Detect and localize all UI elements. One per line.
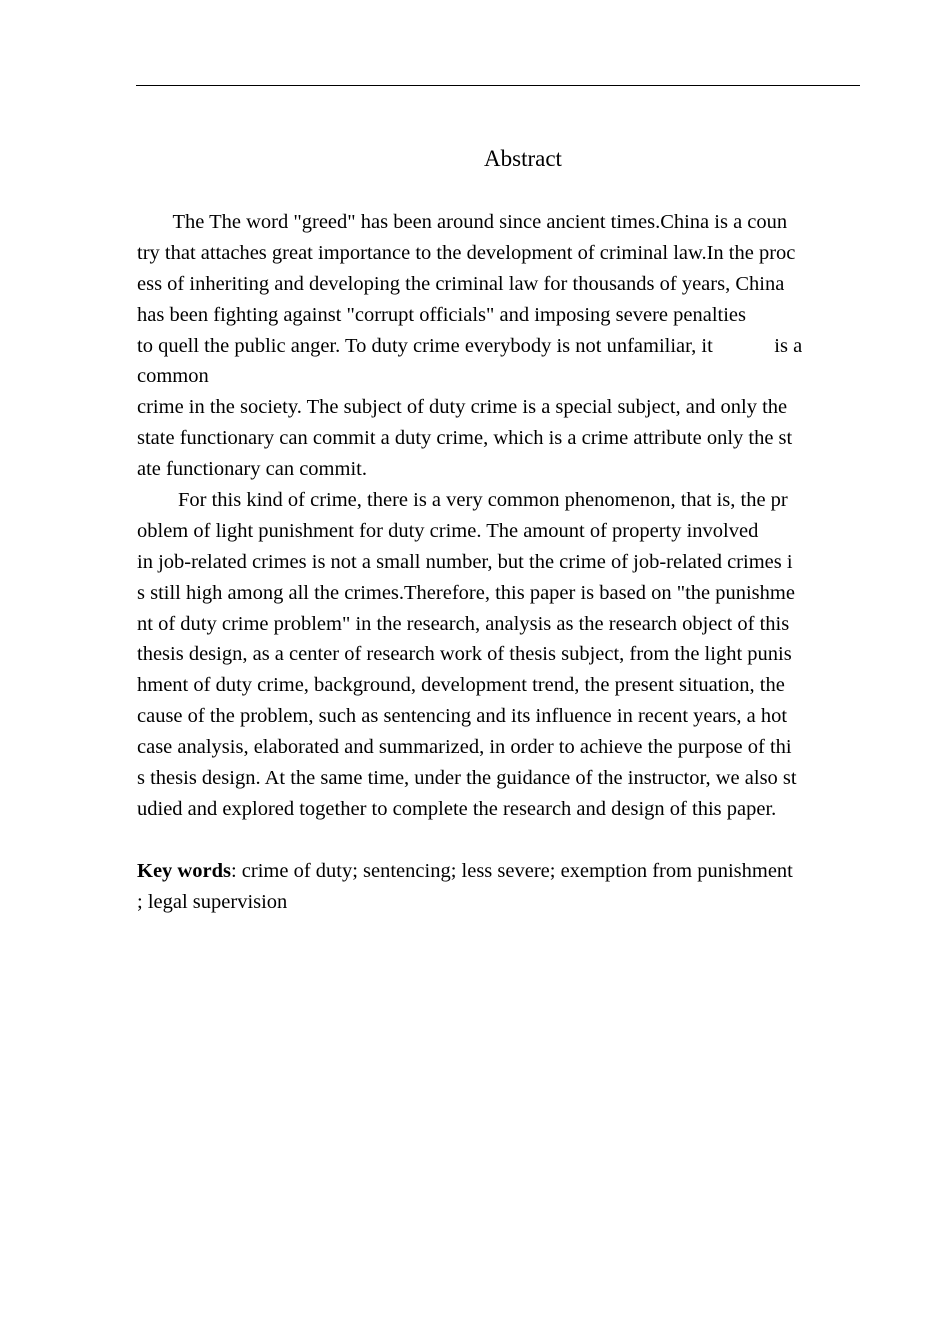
keywords-line-continued: ; legal supervision [137, 890, 288, 913]
keywords-line [137, 856, 861, 887]
abstract-line: in job-related crimes is not a small number, but the crime of job-related crimes i [137, 550, 793, 573]
header-rule [136, 85, 860, 86]
abstract-line: nt of duty crime problem" in the research, analysis as the research object of this [137, 612, 790, 635]
abstract-line: thesis design, as a center of research work of thesis subject, from the light punis [137, 643, 792, 666]
keywords-list: : crime of duty; sentencing; less severe; exemption from punishment [230, 859, 793, 882]
abstract-line: try that attaches great importance to the development of criminal law.In the proc [137, 241, 796, 264]
abstract-line: to quell the public anger. To duty crime everybody is not unfamiliar, it is a [137, 334, 803, 357]
abstract-line: s thesis design. At the same time, under the guidance of the instructor, we also st [137, 767, 797, 790]
abstract-line: s still high among all the crimes.Therefore, this paper is based on "the punishme [137, 581, 795, 604]
abstract-line: state functionary can commit a duty crime, which is a crime attribute only the st [137, 427, 793, 450]
page-title: Abstract [484, 146, 562, 171]
abstract-line: ess of inheriting and developing the criminal law for thousands of years, China [137, 272, 785, 295]
abstract-line: The The word "greed" has been around since ancient times.China is a coun [137, 211, 788, 233]
abstract-line: case analysis, elaborated and summarized, in order to achieve the purpose of thi [137, 736, 792, 759]
blank-line [137, 825, 861, 856]
abstract-line: has been fighting against "corrupt officials" and imposing severe penalties [137, 303, 746, 326]
abstract-line: crime in the society. The subject of duty crime is a special subject, and only the [137, 396, 788, 419]
abstract-line: hment of duty crime, background, development trend, the present situation, the [137, 674, 785, 697]
abstract-line: ate functionary can commit. [137, 458, 367, 481]
abstract-line: oblem of light punishment for duty crime. The amount of property involved [137, 519, 759, 542]
abstract-line: udied and explored together to complete the research and design of this paper. [137, 797, 777, 820]
abstract-line: For this kind of crime, there is a very common phenomenon, that is, the pr [137, 489, 788, 512]
keywords-label: Key words [137, 859, 231, 882]
abstract-line: common [137, 365, 209, 388]
abstract-body [137, 207, 861, 917]
abstract-line: cause of the problem, such as sentencing and its influence in recent years, a hot [137, 705, 788, 728]
